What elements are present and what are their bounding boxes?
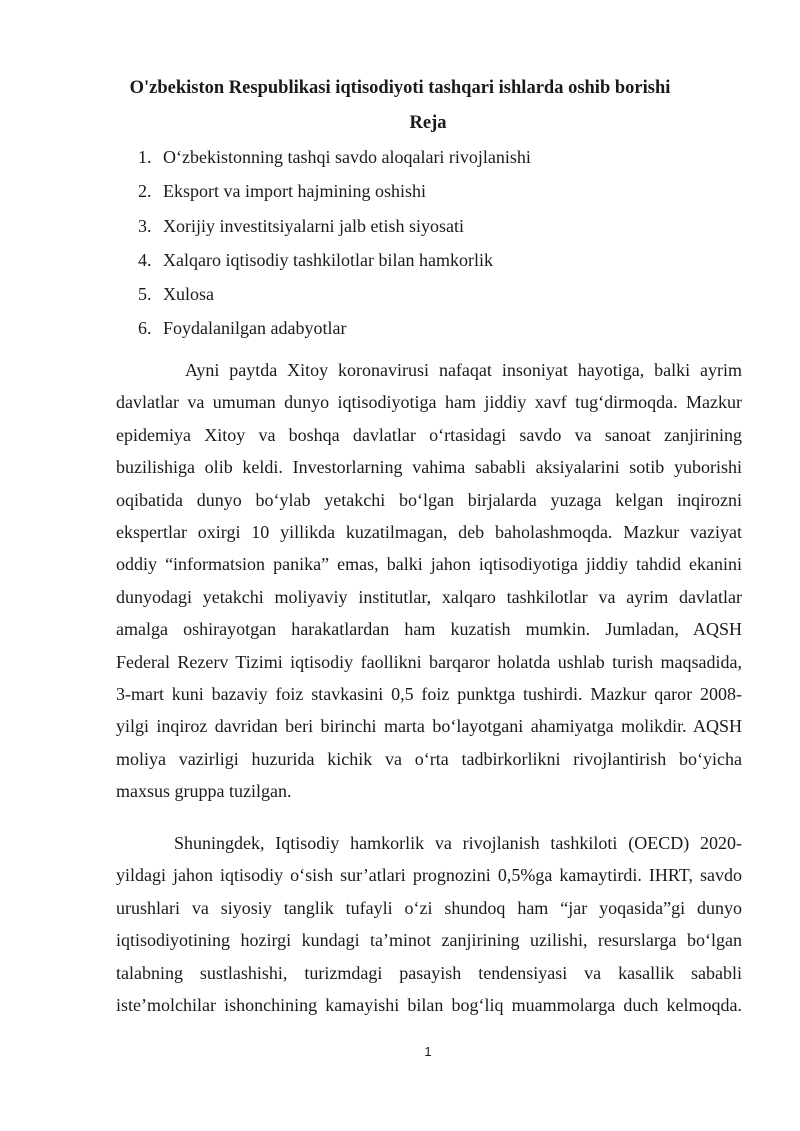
paragraph-line: davlatlar va umuman dunyo iqtisodiyotiga ham jiddiy xavf tug‘dirmoqda. Mazkur — [116, 392, 742, 413]
paragraph-line: talabning sustlashishi, turizmdagi pasayish tendensiyasi va kasallik sababli — [116, 962, 742, 983]
paragraph-line: dunyodagi yetakchi moliyaviy institutlar, xalqaro tashkilotlar va ayrim davlatlar — [116, 586, 742, 607]
plan-item — [138, 243, 531, 277]
paragraph-line: oddiy “informatsion panika” emas, balki jahon iqtisodiyotiga jiddiy tahdid ekanini — [116, 554, 742, 575]
plan-heading: Reja — [409, 113, 447, 133]
plan-item-number: 6. — [138, 318, 152, 339]
plan-item — [138, 174, 531, 208]
paragraph-line: Shuningdek, Iqtisodiy hamkorlik va rivojlanish tashkiloti (OECD) 2020- — [174, 833, 742, 853]
plan-item-text: Xulosa — [163, 284, 214, 305]
paragraph-line: iste’molchilar ishonchining kamayishi bilan bog‘liq muammolarga duch kelmoqda. — [116, 995, 742, 1016]
paragraph-line: 3-mart kuni bazaviy foiz stavkasini 0,5 foiz punktga tushirdi. Mazkur qaror 2008- — [116, 684, 742, 705]
plan-item-number: 5. — [138, 284, 152, 305]
paragraph-line: Federal Rezerv Tizimi iqtisodiy faollikni barqaror holatda ushlab turish maqsadida, — [116, 651, 742, 672]
paragraph-line: moliya vazirligi huzurida kichik va o‘rta tadbirkorlikni rivojlantirish bo‘yicha — [116, 748, 742, 769]
plan-item-number: 3. — [138, 215, 152, 236]
plan-item-number: 4. — [138, 249, 152, 270]
paragraph-line: Ayni paytda Xitoy koronavirusi nafaqat insoniyat hayotiga, balki ayrim — [185, 360, 742, 380]
plan-item-number: 1. — [138, 147, 152, 167]
paragraph-line: amalga oshirayotgan harakatlardan ham kuzatish mumkin. Jumladan, AQSH — [116, 619, 742, 640]
paragraph-line: oqibatida dunyo bo‘ylab yetakchi bo‘lgan birjalarda yuzaga kelgan inqirozni — [116, 489, 742, 510]
paragraph-line: buzilishiga olib keldi. Investorlarning vahima sababli aksiyalarini sotib yuborishi — [116, 457, 742, 478]
plan-item — [138, 140, 531, 174]
body-paragraph-1 — [116, 354, 742, 808]
body-paragraph-2 — [116, 827, 742, 1021]
plan-item-text: O‘zbekistonning tashqi savdo aloqalari rivojlanishi — [163, 147, 531, 167]
document-title: O'zbekiston Respublikasi iqtisodiyoti tashqari ishlarda oshib borishi — [129, 78, 671, 98]
plan-item — [138, 277, 531, 311]
paragraph-line: maxsus gruppa tuzilgan. — [116, 781, 292, 802]
plan-item-text: Xalqaro iqtisodiy tashkilotlar bilan hamkorlik — [163, 249, 493, 270]
paragraph-line: iqtisodiyotining hozirgi kundagi ta’minot zanjirining uzilishi, resurslarga bo‘lgan — [116, 930, 742, 951]
paragraph-line: urushlari va siyosiy tanglik tufayli o‘zi shundoq ham “jar yoqasida”gi dunyo — [116, 897, 742, 918]
plan-item-text: Xorijiy investitsiyalarni jalb etish siyosati — [163, 215, 464, 236]
plan-item — [138, 311, 531, 345]
paragraph-line: ekspertlar oxirgi 10 yillikda kuzatilmagan, deb baholashmoqda. Mazkur vaziyat — [116, 522, 742, 543]
plan-item-text: Eksport va import hajmining oshishi — [163, 181, 426, 202]
plan-list — [138, 140, 531, 346]
paragraph-line: yildagi jahon iqtisodiy o‘sish sur’atlari prognozini 0,5%ga kamaytirdi. IHRT, savdo — [116, 865, 742, 886]
page-number: 1 — [424, 1044, 432, 1059]
plan-item — [138, 209, 531, 243]
plan-item-number: 2. — [138, 181, 152, 202]
plan-item-text: Foydalanilgan adabyotlar — [163, 318, 347, 339]
paragraph-line: epidemiya Xitoy va boshqa davlatlar o‘rtasidagi savdo va sanoat zanjirining — [116, 424, 742, 445]
paragraph-line: yilgi inqiroz davridan beri birinchi marta bo‘layotgani ahamiyatga molikdir. AQSH — [116, 716, 742, 737]
